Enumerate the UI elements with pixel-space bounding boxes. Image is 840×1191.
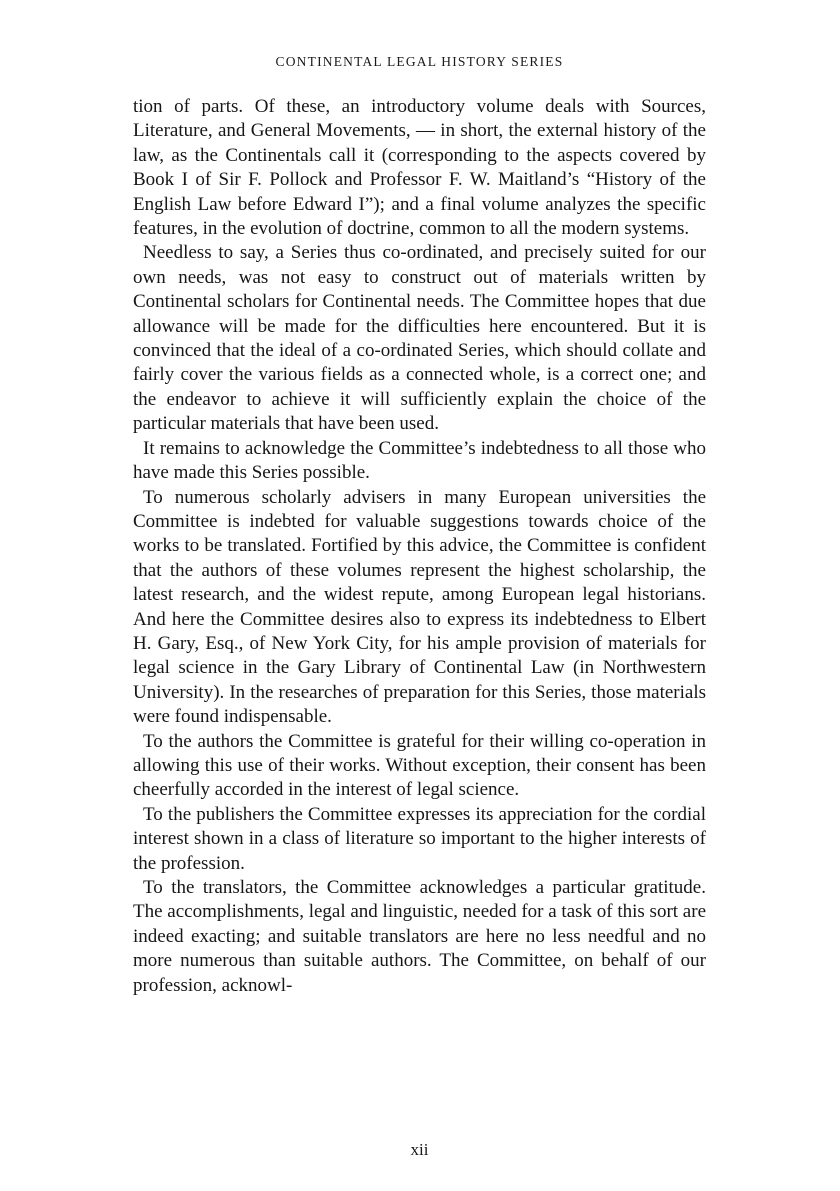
body-text bbox=[133, 95, 706, 998]
book-page bbox=[133, 0, 706, 1191]
paragraph-scholarly-advisers: To numerous scholarly advisers in many European universities the Committee is indebted for valuable suggestions towards choice of the works to be translated. Fortified by this advice, the Committee is confident that the authors of these volumes represent the highest scholarship, the latest research, and the widest repute, among European legal historians. And here the Committee desires also to express its indebtedness to Elbert H. Gary, Esq., of New York City, for his ample provision of materials for legal science in the Gary Library of Continental Law (in Northwestern University). In the researches of preparation for this Series, those materials were found indispensable. bbox=[133, 486, 706, 728]
paragraph-acknowledgement-intro: It remains to acknowledge the Committee’s indebtedness to all those who have made this Series possible. bbox=[133, 437, 706, 484]
paragraph-translators: To the translators, the Committee acknowledges a particular gratitude. The accomplishments, legal and linguistic, needed for a task of this sort are indeed exacting; and suitable translators are here no less needful and no more numerous than suitable authors. The Committee, on behalf of our profession, acknowl- bbox=[133, 877, 706, 996]
paragraph-coordination: Needless to say, a Series thus co-ordinated, and precisely suited for our own needs, was not easy to construct out of materials written by Continental scholars for Continental needs. The Committee hopes that due allowance will be made for the difficulties here encountered. But it is convinced that the ideal of a co-ordinated Series, which should collate and fairly cover the various fields as a connected whole, is a correct one; and the endeavor to achieve it will sufficiently explain the choice of the particular materials that have been used. bbox=[133, 242, 706, 435]
paragraph-authors: To the authors the Committee is grateful for their willing co-operation in allowing this use of their works. Without exception, their consent has been cheerfully accorded in the interest of legal science. bbox=[133, 730, 706, 801]
page-number: xii bbox=[410, 1140, 429, 1159]
paragraph-continuation: tion of parts. Of these, an introductory volume deals with Sources, Literature, and General Movements, — in short, the external history of the law, as the Continentals call it (corresponding to the aspects covered by Book I of Sir F. Pollock and Professor F. W. Maitland’s “History of the English Law before Edward I”); and a final volume analyzes the specific features, in the evolution of doctrine, common to all the modern systems. bbox=[133, 96, 706, 240]
running-head: CONTINENTAL LEGAL HISTORY SERIES bbox=[275, 54, 564, 69]
paragraph-publishers: To the publishers the Committee expresses its appreciation for the cordial interest shown in a class of literature so important to the higher interests of the profession. bbox=[133, 803, 706, 874]
